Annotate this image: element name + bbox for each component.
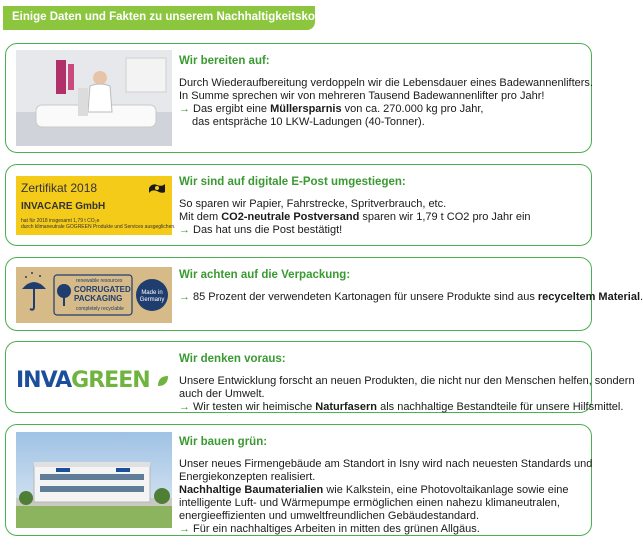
card-text: Unsere Entwicklung forscht an neuen Produkten, die nicht nur den Menschen helfen, sondern — [179, 375, 635, 387]
card-text: → Das hat uns die Post bestätigt! — [179, 224, 343, 236]
recyclable-text: completely recyclable — [76, 306, 124, 312]
card-text: In Summe sprechen wir von mehreren Tausend Badewannenlifter pro Jahr! — [179, 90, 545, 102]
card-aufbereitung — [5, 43, 592, 153]
highlight-text: Nachhaltige Baumaterialien — [179, 484, 324, 496]
card-text: → Wir testen wir heimische Naturfasern als nachhaltige Bestandteile für unsere Hilfsmittel. — [179, 401, 624, 413]
header-banner — [3, 6, 349, 30]
card-text: → 85 Prozent der verwendeten Kartonagen für unsere Produkte sind aus recyceltem Material. — [179, 291, 643, 303]
leaf-icon — [156, 374, 170, 388]
card-text: Mit dem CO2-neutrale Postversand sparen wir 1,79 t CO2 pro Jahr ein — [179, 211, 531, 223]
highlight-text: Müllersparnis — [270, 103, 342, 115]
building-rendering — [16, 432, 172, 528]
logo-text-inva: INVA — [16, 368, 72, 393]
card-text: Unser neues Firmengebäude am Standort in Isny wird nach neuesten Standards und — [179, 458, 593, 470]
card-text: Energiekonzepten realisiert. — [179, 471, 316, 483]
card-epost — [5, 164, 592, 246]
svg-text:Made in: Made in — [141, 290, 163, 296]
card-verpackung — [5, 257, 643, 331]
highlight-text: CO2-neutrale Postversand — [221, 211, 360, 223]
card-title: Wir bauen grün: — [179, 436, 268, 448]
card-bauen — [5, 424, 592, 536]
card-title: Wir denken voraus: — [179, 353, 286, 365]
card-title: Wir bereiten auf: — [179, 55, 270, 67]
card-text: auch der Umwelt. — [179, 388, 265, 400]
card-voraus — [5, 341, 635, 413]
arrow-right-icon: → — [179, 103, 190, 115]
certificate-title: Zertifikat 2018 — [21, 181, 98, 195]
card-text: das entspräche 10 LKW-Ladungen (40-Tonner). — [192, 116, 425, 128]
highlight-text: recyceltem Material — [537, 291, 641, 303]
arrow-right-icon: → — [179, 401, 190, 413]
card-title: Wir achten auf die Verpackung: — [179, 269, 351, 281]
patient-lift-photo — [16, 50, 172, 146]
arrow-right-icon: → — [179, 291, 190, 303]
highlight-text: Naturfasern — [315, 401, 378, 413]
card-text: So sparen wir Papier, Fahrstrecke, Spritverbrauch, etc. — [179, 198, 447, 210]
renewable-text: renewable resources — [76, 278, 123, 284]
post-horn-icon — [147, 181, 167, 195]
invagreen-logo — [16, 352, 168, 398]
card-text: Nachhaltige Baumaterialien wie Kalkstein, eine Photovoltaikanlage sowie eine — [179, 484, 569, 496]
packaging-label-image — [16, 267, 172, 323]
card-text: intelligente Luft- und Wärmepumpe ermöglichen einen nahezu klimaneutralen, — [179, 497, 560, 509]
made-in-germany-badge — [136, 279, 168, 311]
packaging-text: PACKAGING — [74, 294, 123, 303]
corrugated-text: CORRUGATED — [74, 285, 131, 294]
header-title: Einige Daten und Fakten zu unserem Nachhaltigkeitskonzept: — [12, 11, 349, 23]
certificate-company: INVACARE GmbH — [21, 201, 106, 212]
logo-text-green: GREEN — [71, 368, 150, 393]
certificate-image — [16, 176, 176, 235]
arrow-right-icon: → — [179, 523, 190, 535]
arrow-right-icon: → — [179, 224, 190, 236]
card-text: Durch Wiederaufbereitung verdoppeln wir die Lebensdauer eines Badewannenlifters. — [179, 77, 593, 89]
card-text: → Für ein nachhaltiges Arbeiten in mitten des grünen Allgäus. — [179, 523, 480, 535]
certificate-text: hat für 2018 insgesamt 1,79 t CO₂e durch klimaneutrale GOGREEN Produkte und Services ausgeglichen. — [21, 218, 176, 230]
svg-text:Germany: Germany — [139, 297, 165, 303]
card-title: Wir sind auf digitale E-Post umgestiegen: — [179, 176, 406, 188]
card-text: → Das ergibt eine Müllersparnis von ca. 270.000 kg pro Jahr, — [179, 103, 484, 115]
card-text: energieeffizienten und umweltfreundlichen Gebäudestandard. — [179, 510, 480, 522]
